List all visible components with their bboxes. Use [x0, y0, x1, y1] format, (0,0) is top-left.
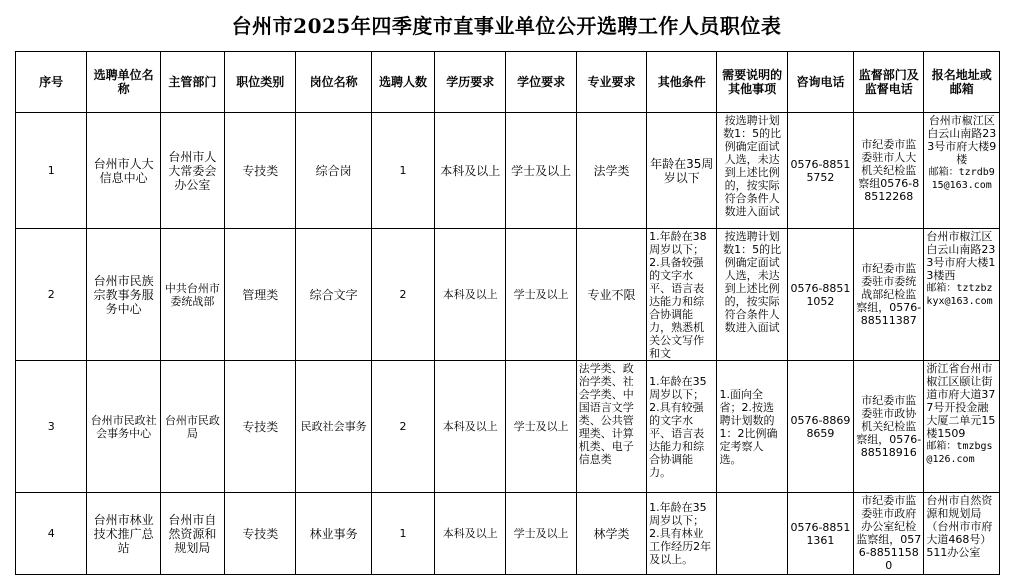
cell-major-text: 专业不限 [587, 287, 636, 302]
cell-degree [506, 113, 576, 229]
header-address: 报名地址或邮箱 [924, 52, 1000, 113]
cell-address-wrap [926, 494, 997, 574]
page-title: 台州市2025年四季度市直事业单位公开选聘工作人员职位表 [231, 14, 782, 38]
cell-notes-text: 按选聘计划数1：5的比例确定面试人选，未达到上述比例的，按实际符合条件人数进入面试 [723, 229, 782, 334]
cell-notes [717, 113, 787, 229]
cell-supervise-text: 市纪委市监委驻市政协机关纪检监察组，0576-88518916 [856, 394, 922, 459]
cell-count [371, 493, 434, 575]
table-row [16, 113, 1000, 229]
header-edu: 学历要求 [435, 52, 506, 113]
cell-dept [160, 113, 224, 229]
cell-notes-text: 1.面向全省；2.按选聘计划数的1：2比例确定考察人选。 [719, 387, 778, 466]
header-major: 专业要求 [576, 52, 646, 113]
cell-address [924, 113, 1000, 229]
cell-count-text: 2 [399, 288, 407, 301]
cell-count [371, 229, 434, 361]
cell-address [924, 493, 1000, 575]
cell-other [647, 493, 717, 575]
cell-unit [87, 361, 160, 493]
cell-no-text: 1 [47, 164, 55, 177]
header-post: 岗位名称 [296, 52, 371, 113]
cell-dept [160, 493, 224, 575]
cell-other-text: 1.年龄在35周岁以下；2.具有较强的文字水平、语言表达能力和综合协调能力。 [649, 374, 707, 479]
cell-edu-text: 本科及以上 [442, 420, 498, 433]
cell-major [576, 229, 646, 361]
header-degree: 学位要求 [506, 52, 576, 113]
cell-no-text: 3 [47, 420, 55, 433]
header-phone: 咨询电话 [787, 52, 853, 113]
cell-notes [717, 493, 787, 575]
cell-dept-text: 中共台州市委统战部 [164, 281, 220, 308]
positions-table [15, 51, 1000, 575]
cell-unit-text: 台州市民政社会事务中心 [90, 413, 157, 440]
cell-phone [787, 493, 853, 575]
cell-no [16, 361, 87, 493]
cell-post [296, 113, 371, 229]
cell-post [296, 493, 371, 575]
cell-phone-text: 0576-88511361 [790, 520, 851, 547]
cell-phone [787, 113, 853, 229]
cell-major-text: 法学类 [593, 163, 630, 178]
cell-edu-text: 本科及以上 [442, 288, 498, 301]
cell-no [16, 113, 87, 229]
cell-degree-text: 学士及以上 [511, 163, 572, 178]
cell-no [16, 229, 87, 361]
cell-post-text: 民政社会事务 [300, 420, 367, 433]
cell-unit [87, 229, 160, 361]
cell-address-text: 台州市椒江区白云山南路233号市府大楼13楼西 [926, 229, 996, 282]
cell-degree [506, 229, 576, 361]
cell-edu [435, 493, 506, 575]
header-other: 其他条件 [647, 52, 717, 113]
cell-phone [787, 361, 853, 493]
table-row [16, 229, 1000, 361]
cell-other-text: 年龄在35周岁以下 [650, 156, 714, 185]
cell-count-text: 1 [399, 527, 407, 540]
cell-email-text: 邮箱：tzrdb915@163.com [928, 166, 995, 191]
cell-unit-text: 台州市人大信息中心 [93, 156, 154, 185]
cell-category-text: 专技类 [242, 419, 279, 434]
cell-phone [787, 229, 853, 361]
cell-category [225, 361, 296, 493]
cell-phone-text: 0576-88698659 [790, 413, 851, 440]
cell-dept [160, 229, 224, 361]
cell-count [371, 113, 434, 229]
cell-other [647, 361, 717, 493]
cell-address-text: 浙江省台州市椒江区颐让街道市府大道377号开投金融大厦二单元15楼1509 [926, 361, 996, 440]
cell-post-text: 综合文字 [309, 287, 358, 302]
cell-category [225, 229, 296, 361]
cell-dept-text: 台州市民政局 [164, 413, 220, 440]
cell-address-wrap [926, 114, 997, 228]
cell-count-text: 1 [399, 164, 407, 177]
cell-notes [717, 361, 787, 493]
cell-post-text: 综合岗 [315, 163, 352, 178]
cell-notes-text: 按选聘计划数1：5的比例确定面试人选，未达到上述比例的，按实际符合条件人数进入面试 [723, 113, 782, 218]
header-row [16, 52, 1000, 113]
cell-supervise [854, 361, 924, 493]
cell-degree-text: 学士及以上 [513, 420, 569, 433]
cell-major [576, 113, 646, 229]
cell-degree-text: 学士及以上 [513, 288, 569, 301]
cell-no-text: 4 [47, 527, 55, 540]
cell-other [647, 113, 717, 229]
cell-degree [506, 361, 576, 493]
header-supervise: 监督部门及监督电话 [854, 52, 924, 113]
cell-supervise [854, 229, 924, 361]
header-count: 选聘人数 [371, 52, 434, 113]
cell-address-text: 台州市自然资源和规划局（台州市市府大道468号）511办公室 [926, 493, 993, 559]
cell-degree-text: 学士及以上 [513, 527, 569, 540]
cell-unit [87, 113, 160, 229]
header-unit: 选聘单位名称 [87, 52, 160, 113]
cell-supervise-text: 市纪委市监委驻市人大机关纪检监察组0576-88512268 [858, 138, 920, 203]
cell-category-text: 专技类 [242, 163, 279, 178]
cell-dept [160, 361, 224, 493]
cell-address-wrap [926, 230, 997, 360]
cell-category [225, 493, 296, 575]
cell-no-text: 2 [47, 288, 55, 301]
cell-category-text: 管理类 [242, 287, 279, 302]
cell-category [225, 113, 296, 229]
cell-address-wrap [926, 362, 997, 492]
cell-edu-text: 本科及以上 [442, 527, 498, 540]
cell-edu-text: 本科及以上 [440, 163, 501, 178]
cell-other-text: 1.年龄在35周岁以下；2.具有林业工作经历2年及以上。 [649, 501, 712, 566]
cell-edu [435, 229, 506, 361]
cell-post [296, 229, 371, 361]
cell-dept-text: 台州市人大常委会办公室 [168, 149, 217, 192]
header-notes: 需要说明的其他事项 [717, 52, 787, 113]
cell-phone-text: 0576-88515752 [790, 157, 851, 184]
header-dept: 主管部门 [160, 52, 224, 113]
cell-count-text: 2 [399, 420, 407, 433]
cell-supervise [854, 113, 924, 229]
cell-unit-text: 台州市林业技术推广总站 [93, 512, 154, 555]
cell-major-text: 法学类、政治学类、社会学类、中国语言文学类、公共管理类、计算机类、电子信息类 [578, 361, 634, 466]
cell-major-text: 林学类 [593, 526, 630, 541]
cell-category-text: 专技类 [242, 526, 279, 541]
table-row [16, 493, 1000, 575]
cell-post-text: 林业事务 [309, 526, 358, 541]
cell-notes [717, 229, 787, 361]
cell-email-text: 邮箱：tztzbzkyx@163.com [926, 282, 993, 307]
cell-supervise [854, 493, 924, 575]
cell-major [576, 493, 646, 575]
cell-address-text: 台州市椒江区白云山南路233号市府大楼9楼 [927, 113, 997, 166]
header-no: 序号 [16, 52, 87, 113]
cell-post [296, 361, 371, 493]
cell-other [647, 229, 717, 361]
header-category: 职位类别 [225, 52, 296, 113]
cell-address [924, 229, 1000, 361]
cell-edu [435, 113, 506, 229]
cell-edu [435, 361, 506, 493]
cell-degree [506, 493, 576, 575]
cell-no [16, 493, 87, 575]
cell-email-text: 邮箱：tmzbgs@126.com [926, 440, 993, 465]
cell-count [371, 361, 434, 493]
cell-unit-text: 台州市民族宗教事务服务中心 [93, 273, 154, 316]
cell-phone-text: 0576-88511052 [790, 281, 851, 308]
cell-supervise-text: 市纪委市监委驻市政府办公室纪检监察组，0576-88511580 [856, 493, 922, 572]
cell-address [924, 361, 1000, 493]
cell-supervise-text: 市纪委市监委驻市委统战部纪检监察组，0576-88511387 [856, 262, 922, 327]
cell-dept-text: 台州市自然资源和规划局 [168, 512, 217, 555]
table-row [16, 361, 1000, 493]
cell-unit [87, 493, 160, 575]
cell-major [576, 361, 646, 493]
cell-other-text: 1.年龄在38周岁以下；2.具备较强的文字水平、语言表达能力和综合协调能力，熟悉机关公文写作和文 [649, 229, 707, 360]
